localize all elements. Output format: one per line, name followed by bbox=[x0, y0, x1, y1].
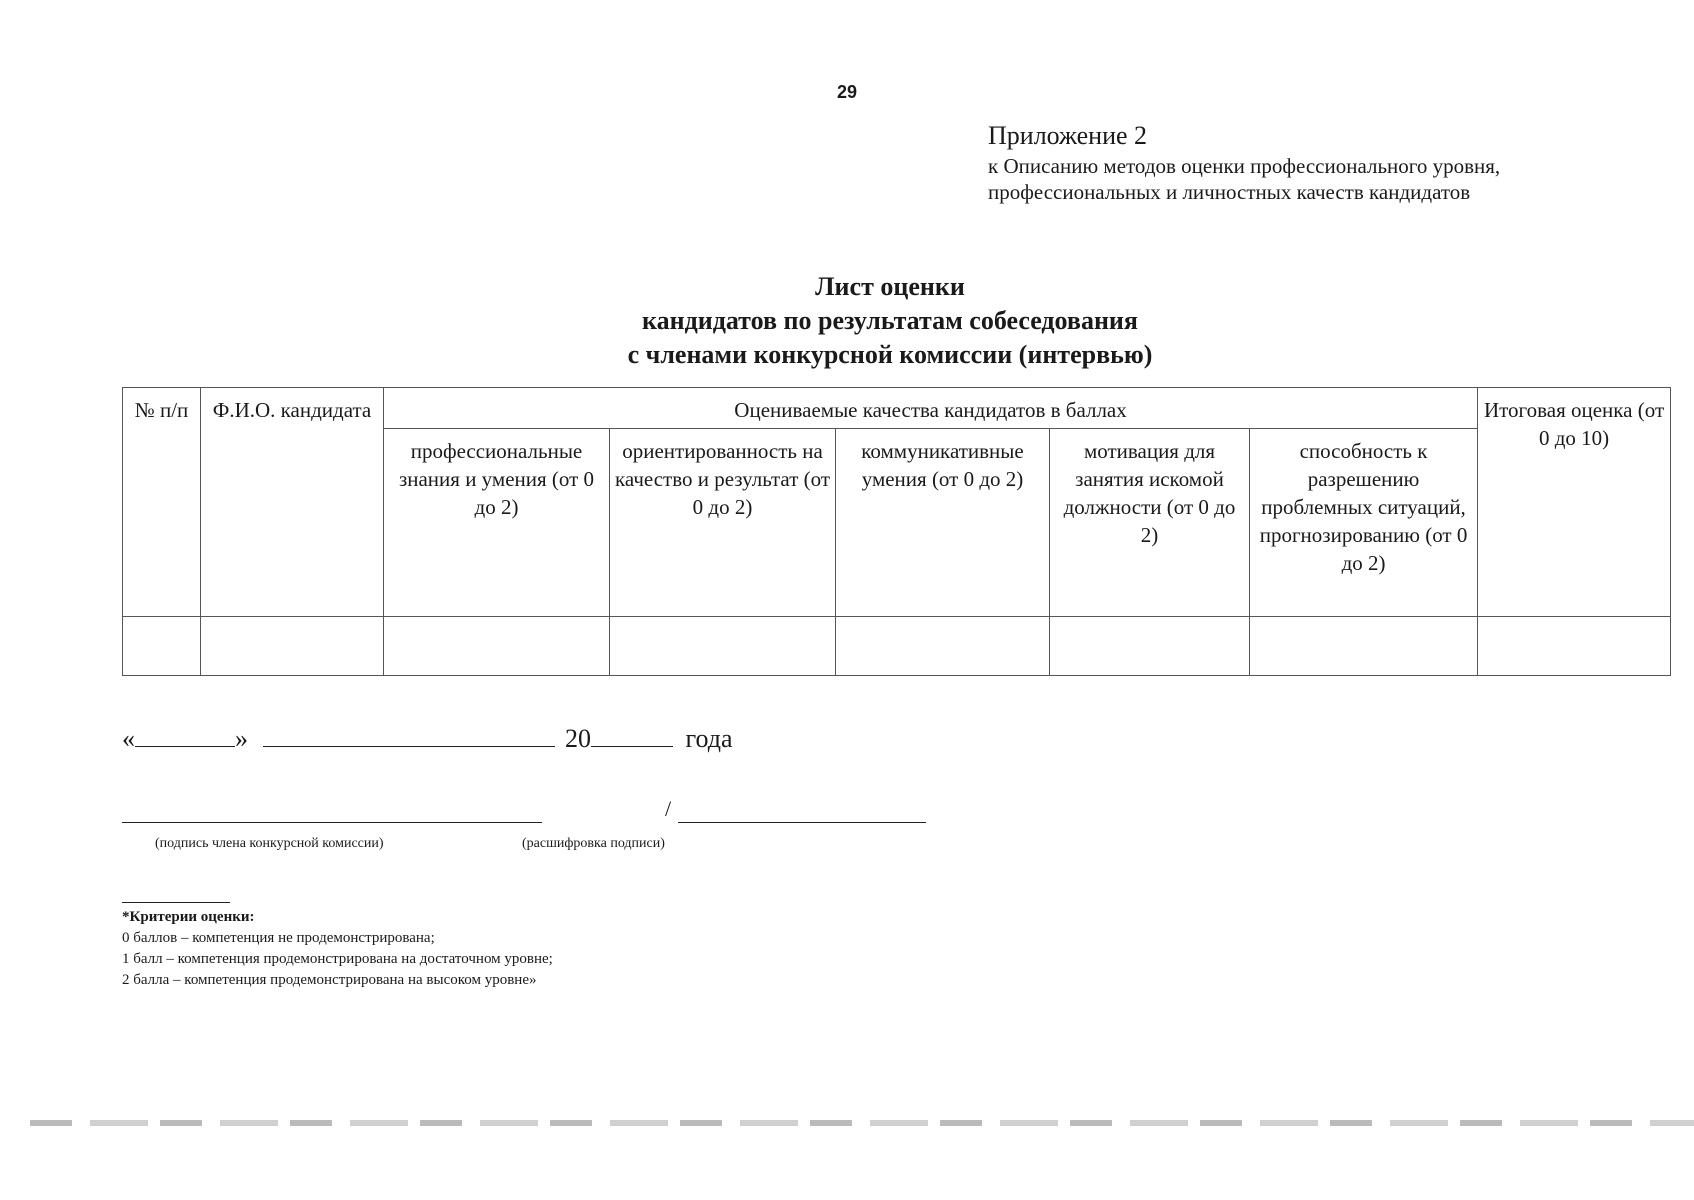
appendix-line-2: профессиональных и личностных качеств кандидатов bbox=[988, 179, 1471, 204]
signature-slash: / bbox=[665, 796, 672, 821]
footnote-divider bbox=[122, 902, 230, 903]
appendix-line-1: к Описанию методов оценки профессионального уровня, bbox=[988, 153, 1501, 178]
table-header-row bbox=[123, 388, 1671, 429]
appendix-title: Приложение 2 bbox=[988, 121, 1148, 150]
header-professional-knowledge: профессиональные знания и умения (от 0 до 2) bbox=[384, 429, 610, 617]
header-total-score: Итоговая оценка (от 0 до 10) bbox=[1478, 388, 1671, 617]
scan-edge-artifact bbox=[30, 1120, 1694, 1126]
criteria-item-1: 1 балл – компетенция продемонстрирована на достаточном уровне; bbox=[122, 951, 553, 967]
cell-total[interactable] bbox=[1478, 617, 1671, 676]
date-close-quote: » bbox=[235, 724, 248, 753]
signature-row bbox=[122, 796, 812, 826]
cell-number[interactable] bbox=[123, 617, 201, 676]
date-open-quote: « bbox=[122, 724, 135, 753]
header-qualities-group: Оцениваемые качества кандидатов в баллах bbox=[384, 388, 1478, 429]
day-blank[interactable] bbox=[135, 722, 235, 747]
signature-caption: (подпись члена конкурсной комиссии) bbox=[155, 836, 384, 851]
year-blank[interactable] bbox=[591, 722, 673, 747]
signature-decoding-caption: (расшифровка подписи) bbox=[522, 836, 665, 851]
signature-blank[interactable] bbox=[122, 822, 542, 823]
header-communication-skills: коммуникативные умения (от 0 до 2) bbox=[836, 429, 1050, 617]
criteria-note bbox=[122, 907, 553, 991]
header-problem-solving: способность к разрешению проблемных ситуаций, прогнозированию (от 0 до 2) bbox=[1250, 429, 1478, 617]
cell-score-2[interactable] bbox=[610, 617, 836, 676]
evaluation-table bbox=[122, 387, 1671, 676]
appendix-block bbox=[988, 120, 1500, 205]
criteria-title: *Критерии оценки: bbox=[122, 909, 255, 925]
cell-full-name[interactable] bbox=[201, 617, 384, 676]
criteria-item-2: 2 балла – компетенция продемонстрирована на высоком уровне» bbox=[122, 972, 537, 988]
criteria-item-0: 0 баллов – компетенция не продемонстрирована; bbox=[122, 930, 435, 946]
header-number: № п/п bbox=[123, 388, 201, 617]
cell-score-4[interactable] bbox=[1050, 617, 1250, 676]
header-quality-orientation: ориентированность на качество и результат (от 0 до 2) bbox=[610, 429, 836, 617]
table-row bbox=[123, 617, 1671, 676]
month-blank[interactable] bbox=[263, 722, 555, 747]
document-title-line-1: Лист оценки bbox=[815, 272, 965, 301]
date-line bbox=[122, 722, 733, 754]
header-motivation: мотивация для занятия искомой должности (от 0 до 2) bbox=[1050, 429, 1250, 617]
year-prefix: 20 bbox=[565, 724, 591, 753]
year-suffix: года bbox=[685, 724, 733, 753]
document-title-line-3: с членами конкурсной комиссии (интервью) bbox=[627, 340, 1153, 369]
document-title-line-2: кандидатов по результатам собеседования bbox=[642, 306, 1138, 335]
cell-score-1[interactable] bbox=[384, 617, 610, 676]
cell-score-3[interactable] bbox=[836, 617, 1050, 676]
document-title bbox=[580, 270, 1200, 372]
header-full-name: Ф.И.О. кандидата bbox=[201, 388, 384, 617]
signature-decoding-blank[interactable] bbox=[678, 822, 926, 823]
page-number: 29 bbox=[836, 82, 858, 102]
cell-score-5[interactable] bbox=[1250, 617, 1478, 676]
